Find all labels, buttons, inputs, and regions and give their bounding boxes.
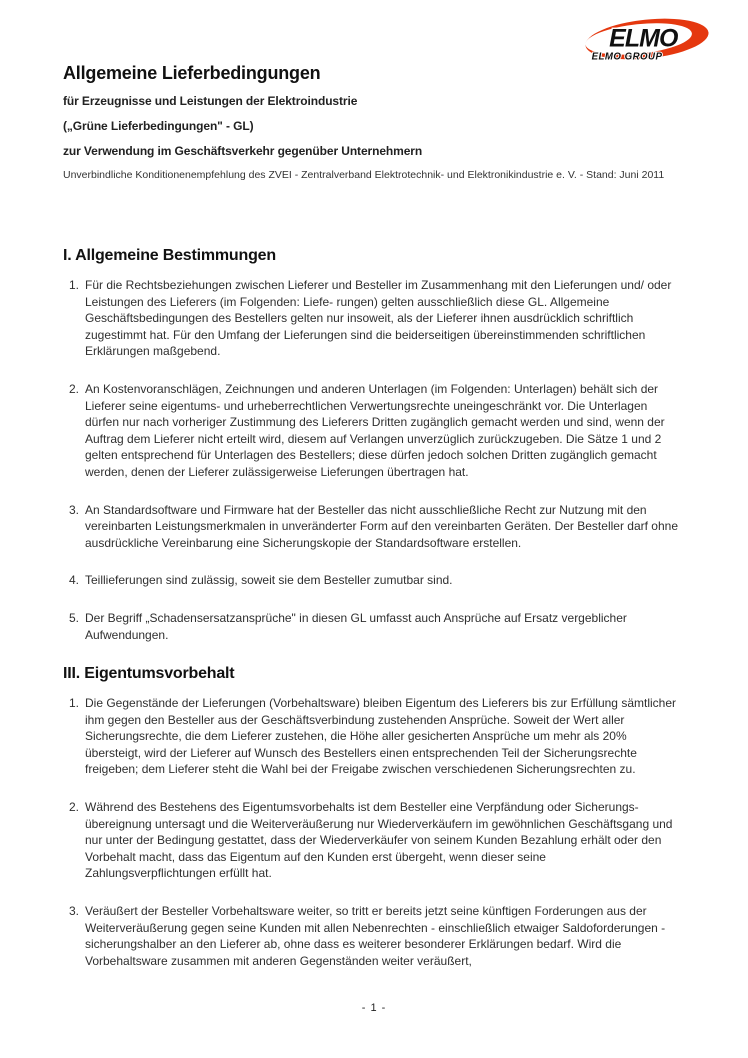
item-number: 4. bbox=[69, 573, 80, 588]
list-item bbox=[63, 502, 682, 552]
item-number: 2. bbox=[69, 800, 80, 815]
item-number: 3. bbox=[69, 904, 80, 919]
item-number: 5. bbox=[69, 610, 80, 625]
item-text: An Kostenvoranschlägen, Zeichnungen und anderen Unterlagen (im Folgenden: Unterlagen) behält sich der Lieferer seine eigentums- und urheberrechtlichen Verwertungsrechte uneingeschränkt vor. Die Unterlagen dürfen nur nach vorheriger Zustimmung des Lieferers Dritten zugänglich gemacht werden und sind, wenn der Auftrag dem Lieferer nicht erteilt wird, diesem auf Verlangen unverzüglich zurückzugeben. Die Sätze 1 und 2 gelten entsprechend für Unterlagen des Bestellers; diese dürfen jedoch solchen Dritten zugänglich gemacht werden, denen der Lieferer zulässigerweise Lieferungen übertragen hat. bbox=[85, 381, 665, 479]
item-text: Veräußert der Besteller Vorbehaltsware weiter, so tritt er bereits jetzt seine künftigen Forderungen aus der Weiterveräußerung gegen seine Kunden mit allen Nebenrechten - einschließlich etwaiger Saldoforderungen - sicherungshalber an den Lieferer ab, ohne dass es weiterer besonderer Erklärungen bedarf. Wird die Vorbehaltsware zusammen mit anderen Gegenständen weiter veräußert, bbox=[85, 904, 666, 968]
document-subtitle-line-2: („Grüne Lieferbedingungen" - GL) bbox=[63, 119, 254, 133]
list-item bbox=[63, 610, 682, 643]
document-note: Unverbindliche Konditionenempfehlung des ZVEI - Zentralverband Elektrotechnik- und Elektronikindustrie e. V. - Stand: Juni 2011 bbox=[63, 169, 665, 181]
list-item bbox=[63, 381, 682, 481]
item-number: 1. bbox=[69, 696, 80, 711]
list-item bbox=[63, 695, 682, 778]
item-text: Während des Bestehens des Eigentumsvorbehalts ist dem Besteller eine Verpfändung oder Sicherungs- übereignung untersagt und die Weiterveräußerung nur Wiederverkäufern im gewöhnlichen Geschäftsgang und nur unter der Bedingung gestattet, dass der Wiederverkäufer von seinem Kunden Bezahlung erhält oder den Vorbehalt macht, dass das Eigentum auf den Kunden erst übergeht, wenn dieser seine Zahlungsverpflichtungen erfüllt hat. bbox=[85, 800, 673, 881]
logo-brand-text: ELMO bbox=[609, 24, 678, 53]
item-text: An Standardsoftware und Firmware hat der Besteller das nicht ausschließliche Recht zur Nutzung mit den vereinbarten Leistungsmerkmalen in unveränderter Form auf den vereinbarten Geräten. Der Besteller darf ohne ausdrückliche Vereinbarung eine Sicherungskopie der Standardsoftware erstellen. bbox=[85, 502, 678, 550]
page-number: - 1 - bbox=[361, 1002, 387, 1014]
section-heading-2: III. Eigentumsvorbehalt bbox=[63, 665, 235, 683]
section-allgemeine-bestimmungen bbox=[63, 246, 682, 643]
elmo-logo bbox=[582, 15, 712, 63]
elmo-logo-graphic bbox=[582, 15, 712, 63]
item-number: 3. bbox=[69, 502, 80, 517]
section-heading-1: I. Allgemeine Bestimmungen bbox=[63, 247, 276, 264]
item-text: Für die Rechtsbeziehungen zwischen Lieferer und Besteller im Zusammenhang mit den Lieferungen und/ oder Leistungen des Lieferers (im Folgenden: Liefe- rungen) gelten ausschließlich diese GL. Allgemeine Geschäftsbedingungen des Bestellers gelten nur insoweit, als der Lieferer ihnen ausdrücklich schriftlich zugestimmt hat. Für den Umfang der Lieferungen sind die beiderseitigen übereinstimmenden schriftlichen Erklärungen maßgebend. bbox=[85, 278, 672, 359]
item-text: Die Gegenstände der Lieferungen (Vorbehaltsware) bleiben Eigentum des Lieferers bis zur Erfüllung sämtlicher ihm gegen den Besteller aus der Geschäftsverbindung zustehenden Ansprüche. Soweit der Wert aller Sicherungsrechte, die dem Lieferer zustehen, die Höhe aller gesicherten Ansprüche um mehr als 20% übersteigt, wird der Lieferer auf Wunsch des Bestellers einen entsprechenden Teil der Sicherungsrechte freigeben; dem Lieferer steht die Wahl bei der Freigabe zwischen verschiedenen Sicherungsrechten zu. bbox=[85, 696, 676, 777]
item-text: Teillieferungen sind zulässig, soweit sie dem Besteller zumutbar sind. bbox=[85, 573, 453, 588]
item-number: 2. bbox=[69, 381, 80, 396]
logo-group-text: ELMO GROUP bbox=[591, 51, 663, 63]
document-subtitle-line-3: zur Verwendung im Geschäftsverkehr gegenüber Unternehmern bbox=[63, 144, 423, 158]
item-number: 1. bbox=[69, 278, 80, 292]
list-item bbox=[63, 799, 682, 882]
list-item bbox=[63, 572, 682, 589]
document-title: Allgemeine Lieferbedingungen bbox=[63, 63, 321, 83]
list-item bbox=[63, 903, 682, 969]
document-subtitle-line-1: für Erzeugnisse und Leistungen der Elektroindustrie bbox=[63, 94, 358, 108]
list-item bbox=[63, 277, 682, 360]
item-text: Der Begriff „Schadensersatzansprüche" in diesen GL umfasst auch Ansprüche auf Ersatz vergeblicher Aufwendungen. bbox=[85, 610, 627, 642]
section-eigentumsvorbehalt bbox=[63, 664, 682, 969]
